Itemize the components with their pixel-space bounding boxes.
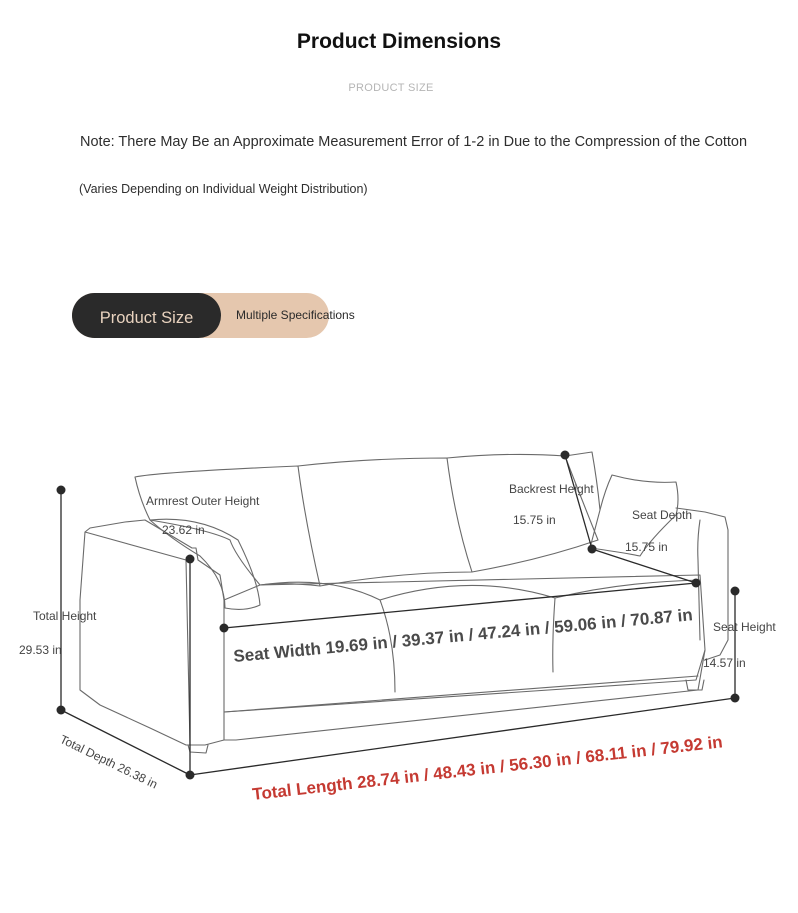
measurement-note-detail: (Varies Depending on Individual Weight Distribution) <box>79 182 368 196</box>
backrest-height-value: 15.75 in <box>513 513 556 527</box>
tab-multiple-specifications[interactable]: Multiple Specifications <box>236 308 355 322</box>
seat-depth-value: 15.75 in <box>625 540 668 554</box>
total-length-label: Total Length 28.74 in / 48.43 in / 56.30 in / 68.11 in / 79.92 in <box>251 732 724 804</box>
page-title: Product Dimensions <box>296 30 502 53</box>
armrest-outer-height-value: 23.62 in <box>162 523 205 537</box>
total-height-value: 29.53 in <box>19 643 62 657</box>
backrest-height-label: Backrest Height <box>509 482 594 496</box>
seat-height-label: Seat Height <box>713 620 776 634</box>
seat-width-label: Seat Width 19.69 in / 39.37 in / 47.24 in / 59.06 in / 70.87 in <box>232 605 694 666</box>
total-depth-label: Total Depth 26.38 in <box>57 732 160 792</box>
seat-height-value: 14.57 in <box>703 656 746 670</box>
tab-product-size[interactable]: Product Size <box>72 293 221 338</box>
total-height-label: Total Height <box>33 609 97 623</box>
measurement-note: Note: There May Be an Approximate Measurement Error of 1-2 in Due to the Compression of the Cotton <box>80 134 748 150</box>
armrest-outer-height-label: Armrest Outer Height <box>146 494 260 508</box>
page-subtitle: PRODUCT SIZE <box>348 82 434 94</box>
seat-depth-label: Seat Depth <box>632 508 693 522</box>
